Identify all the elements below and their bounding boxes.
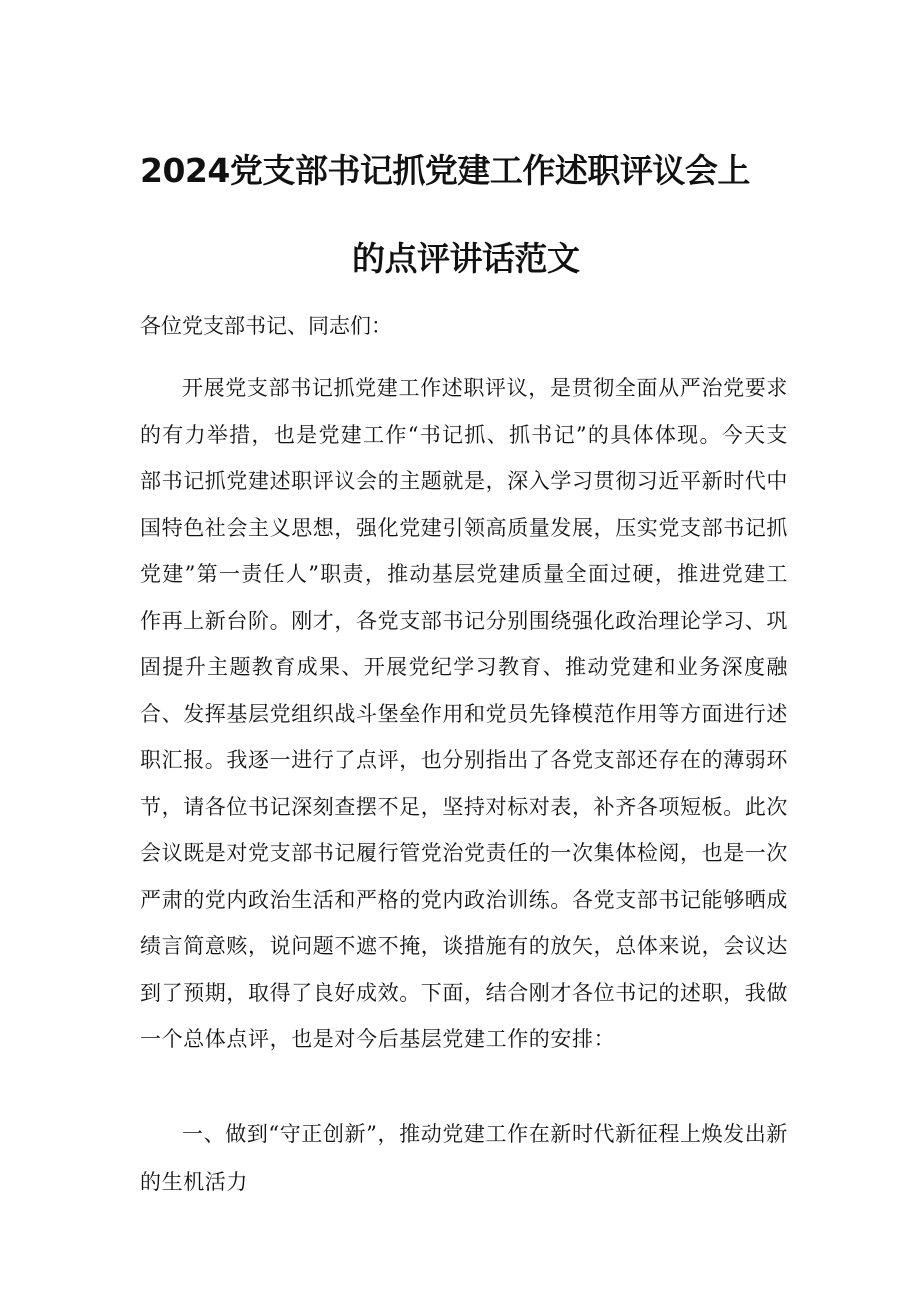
document-title-line-2: 的点评讲话范文 <box>352 239 580 278</box>
section-heading-1: 一、做到“守正创新”，推动党建工作在新时代新征程上焕发出新的生机活力 <box>140 1122 788 1194</box>
salutation: 各位党支部书记、同志们： <box>140 314 392 338</box>
body-paragraph: 开展党支部书记抓党建工作述职评议，是贯彻全面从严治党要求的有力举措，也是党建工作“书记抓、抓书记”的具体体现。今天支部书记抓党建述职评议会的主题就是，深入学习贯彻习近平新时代中国特色社会主义思想，强化党建引领高质量发展，压实党支部书记抓党建”第一责任人”职责，推动基层党建质量全面过硬，推进党建工作再上新台阶。刚才，各党支部书记分别围绕强化政治理论学习、巩固提升主题教育成果、开展党纪学习教育、推动党建和业务深度融合、发挥基层党组织战斗堡垒作用和党员先锋模范作用等方面进行述职汇报。我逐一进行了点评，也分别指出了各党支部还存在的薄弱环节，请各位书记深刻查摆不足，坚持对标对表，补齐各项短板。此次会议既是对党支部书记履行管党治党责任的一次集体检阅，也是一次严肃的党内政治生活和严格的党内政治训练。各党支部书记能够晒成绩言简意赅，说问题不遮不掩，谈措施有的放矢，总体来说，会议达到了预期，取得了良好成效。下面，结合刚才各位书记的述职，我做一个总体点评，也是对今后基层党建工作的安排： <box>140 376 788 1051</box>
document-title-line-1: 2024党支部书记抓党建工作述职评议会上 <box>140 151 750 190</box>
